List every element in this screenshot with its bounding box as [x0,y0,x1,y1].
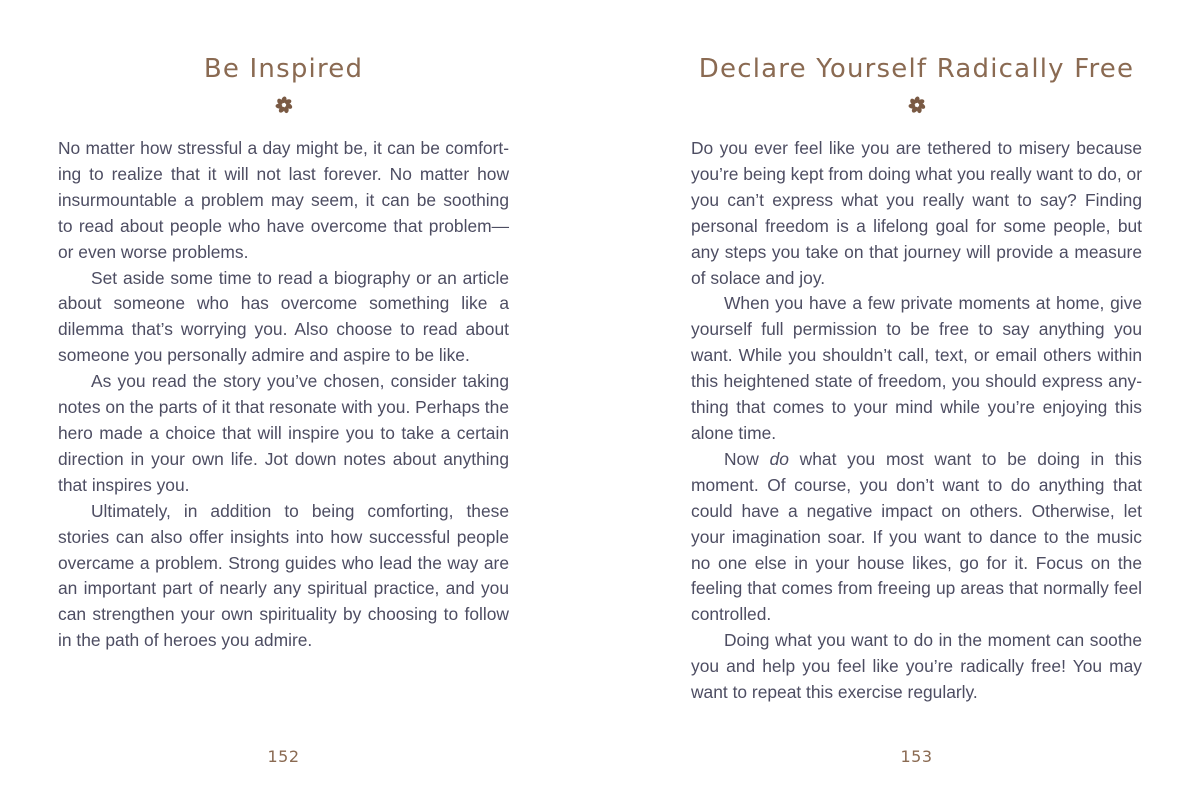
right-page-body [691,136,1142,706]
paragraph: When you have a few private moments at home, give yourself full permission to be free to say anything you want. While you shouldn’t call, text, or email others within this heightened state of freedom, you should express anything that comes to your mind while you’re enjoying this alone time. [691,293,1142,443]
paragraph: Do you ever feel like you are tethered to misery because you’re being kept from doing what you really want to do, or you can’t express what you really want to say? Finding personal freedom is a lifelong goal for some people, but any steps you take on that journey will provide a measure of solace and joy. [691,138,1142,288]
right-page [691,0,1142,800]
right-page-title: Declare Yourself Radically Free [698,54,1135,84]
paragraph: As you read the story you’ve chosen, consider taking notes on the parts of it that resonate with you. Perhaps the hero made a choice that will inspire you to take a certain direction in your own life. Jot down notes about anything that inspires you. [58,371,509,495]
paragraph: Ultimately, in addition to being comforting, these stories can also offer insights into how successful people overcame a problem. Strong guides who lead the way are an important part of nearly any spiritual practice, and you can strengthen your own spirituality by choosing to follow in the path of heroes you admire. [58,500,509,651]
page-number: 153 [900,747,933,766]
pinwheel-ornament-icon [907,95,927,115]
paragraph: Doing what you want to do in the moment can soothe you and help you feel like you’re radically free! You may want to repeat this exercise regularly. [691,630,1142,703]
paragraph-lead: Now [724,448,770,469]
flower-icon [274,95,294,115]
pinwheel-ornament-icon [274,95,294,115]
paragraph: No matter how stressful a day might be, it can be comforting to realize that it will not last forever. No matter how insurmountable a problem may seem, it can be soothing to read about people who have overcome that problem—or even worse problems. [58,138,509,262]
paragraph: Set aside some time to read a biography or an article about someone who has overcome something like a dilemma that’s worrying you. Also choose to read about someone you personally admire and aspire to be like. [58,267,509,366]
left-page-body [58,136,509,654]
emphasized-word: do [769,448,789,469]
left-page [58,0,509,800]
paragraph [691,447,1142,628]
left-page-title: Be Inspired [203,54,364,84]
flower-icon [907,95,927,115]
page-number: 152 [267,747,300,766]
paragraph-rest: what you most want to be doing in this moment. Of course, you don’t want to do anything that could have a negative impact on others. Otherwise, let your imagination soar. If you want to dance to the music no one else in your house likes, go for it. Focus on the feeling that comes from freeing up areas that normally feel controlled. [691,448,1142,625]
